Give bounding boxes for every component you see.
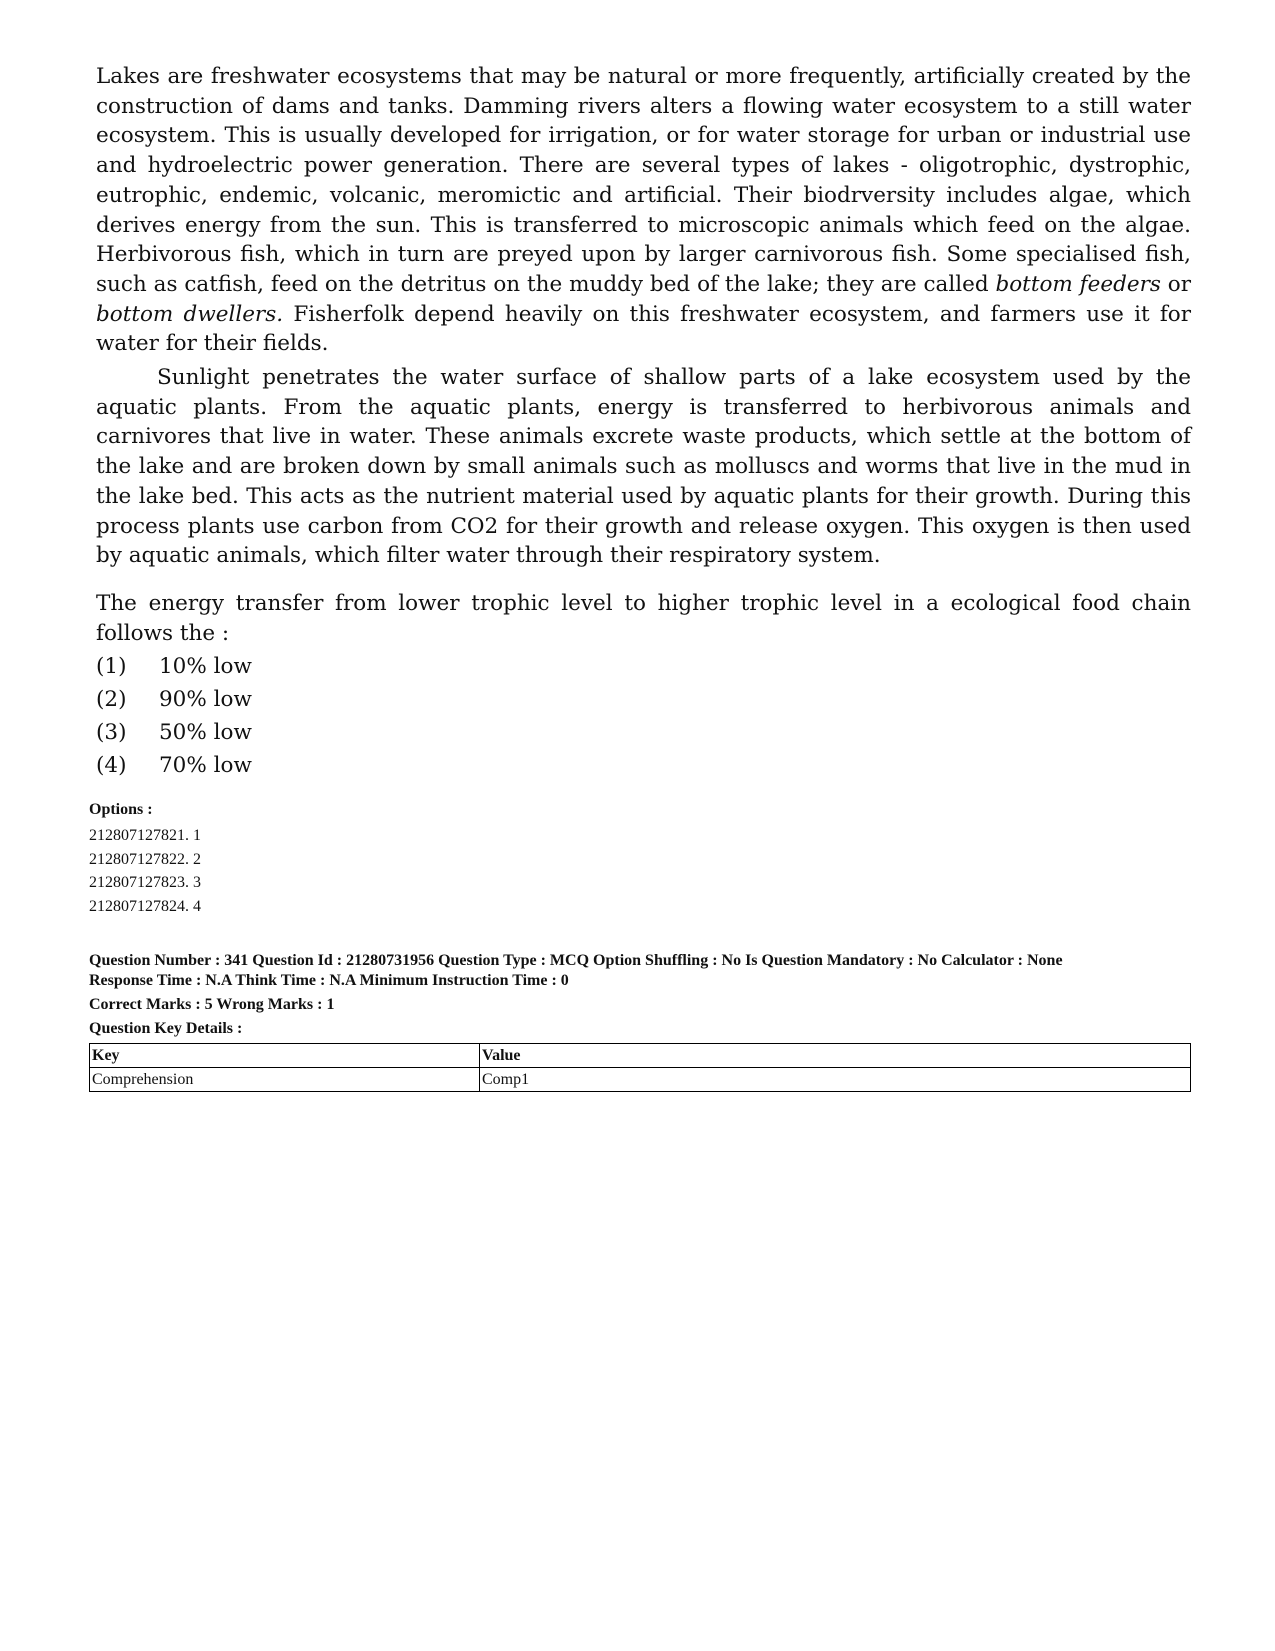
option-id-item: 212807127824. 4 (89, 897, 201, 915)
table-cell-key: Comprehension (90, 1068, 480, 1092)
answer-item (96, 650, 1191, 683)
passage-p1-text-before: Lakes are freshwater ecosystems that may be natural or more frequently, artificially created by the construction of dams and tanks. Damming rivers alters a flowing water ecosystem to a still water ecosystem. This is usually developed for irrigation, or for water storage for urban or industrial use and hydroelectric power generation. There are several types of lakes - oligotrophic, dystrophic, eutrophic, endemic, volcanic, meromictic and artificial. Their biodrversity includes algae, which derives energy from the sun. This is transferred to microscopic animals which feed on the algae. Herbivorous fish, which in turn are preyed upon by larger carnivorous fish. Some specialised fish, such as catfish, feed on the detritus on the muddy bed of the lake; they are called (96, 64, 1191, 297)
option-id-item: 212807127821. 1 (89, 827, 201, 844)
passage-p1-italic-bottom-dwellers: bottom dwellers. (96, 301, 284, 327)
table-row (90, 1068, 1191, 1092)
table-cell-value: Comp1 (480, 1068, 1191, 1092)
answer-number: (3) (96, 720, 127, 746)
option-id-item: 212807127823. 3 (89, 874, 201, 891)
passage-paragraph-2: Sunlight penetrates the water surface of shallow parts of a lake ecosystem used by the aquatic plants. From the aquatic plants, energy is transferred to herbivorous animals and carnivores that live in water. These animals excrete waste products, which settle at the bottom of the lake and are broken down by small animals such as molluscs and worms that live in the mud in the lake bed. This acts as the nutrient material used by aquatic plants for their growth. During this process plants use carbon from CO2 for their growth and release oxygen. This oxygen is then used by aquatic animals, which filter water through their respiratory system. (96, 365, 1191, 569)
marks-line: Correct Marks : 5 Wrong Marks : 1 (89, 996, 335, 1013)
passage-p1-italic-bottom-feeders: bottom feeders (995, 271, 1161, 297)
option-id-list (89, 824, 1189, 918)
answer-list (96, 650, 1191, 782)
question-info-block (89, 951, 1189, 1039)
table-header-row (90, 1044, 1191, 1068)
answer-number: (1) (96, 654, 127, 680)
answer-text: 70% low (159, 753, 252, 779)
table-header-key: Key (90, 1044, 480, 1068)
table-header-value: Value (480, 1044, 1191, 1068)
answer-text: 50% low (159, 720, 252, 746)
answer-number: (2) (96, 687, 127, 713)
options-block (89, 800, 1189, 918)
question-info-line-2: Response Time : N.A Think Time : N.A Minimum Instruction Time : 0 (89, 972, 569, 989)
answer-text: 90% low (159, 687, 252, 713)
question-info-line-1: Question Number : 341 Question Id : 21280731956 Question Type : MCQ Option Shuffling : No Is Question Mandatory : No Calculator : None (89, 952, 1063, 969)
answer-item (96, 716, 1191, 749)
option-id-item: 212807127822. 2 (89, 850, 201, 868)
question-text: The energy transfer from lower trophic level to higher trophic level in a ecological food chain follows the : (96, 590, 1191, 646)
options-heading: Options : (89, 801, 153, 818)
answer-item (96, 749, 1191, 782)
passage-p1-text-after: Fisherfolk depend heavily on this freshwater ecosystem, and farmers use it for water for their fields. (96, 301, 1192, 357)
answer-number: (4) (96, 753, 127, 779)
passage-paragraph-1 (96, 62, 1191, 359)
passage-p1-text-mid: or (1160, 271, 1192, 297)
comprehension-passage (96, 62, 1191, 782)
key-details-heading: Question Key Details : (89, 1020, 243, 1037)
key-details-table (89, 1043, 1191, 1092)
answer-text: 10% low (159, 654, 252, 680)
answer-item (96, 683, 1191, 716)
